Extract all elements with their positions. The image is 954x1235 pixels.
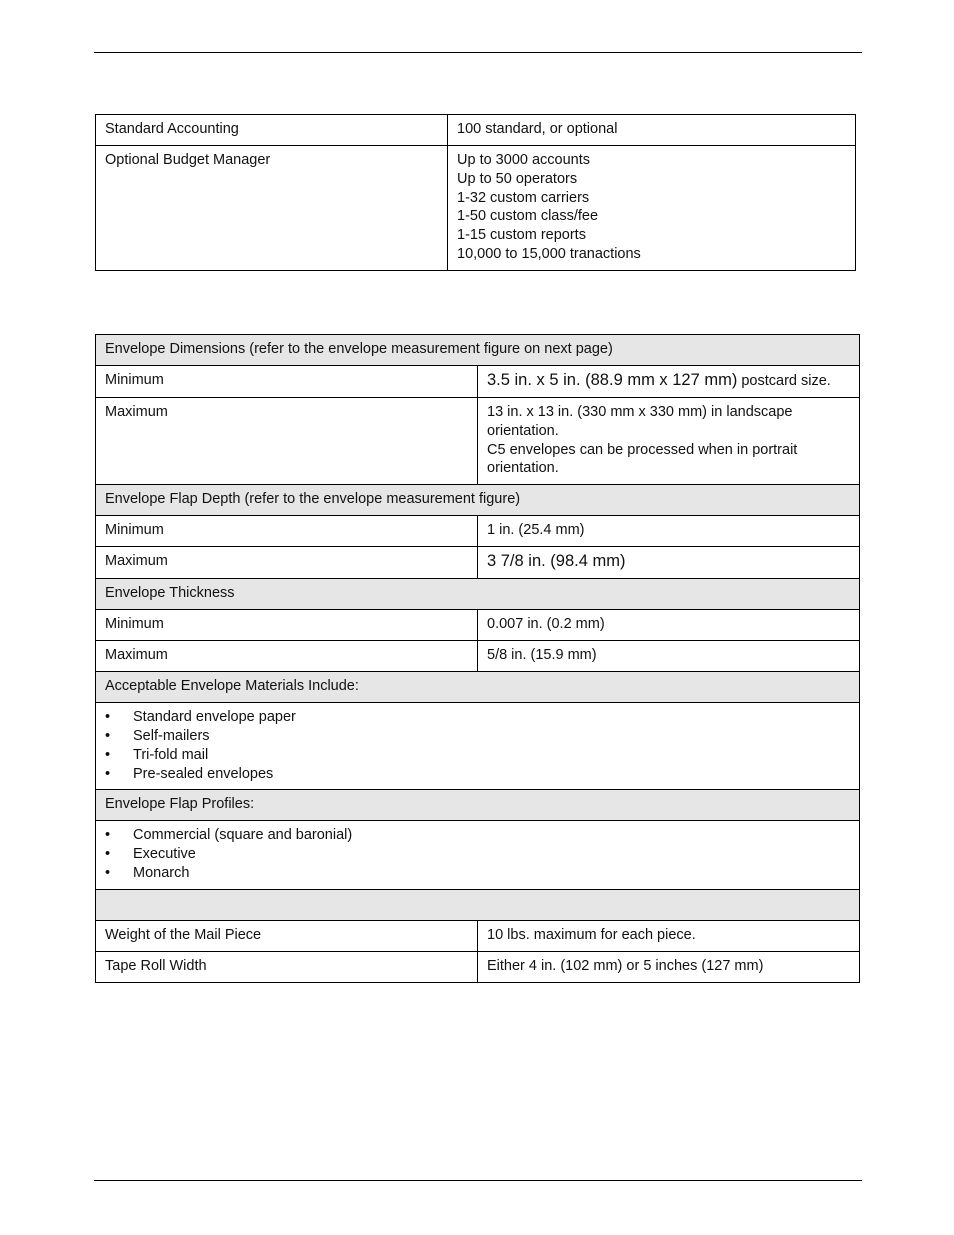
section-header-row bbox=[96, 579, 860, 610]
header-rule bbox=[94, 52, 862, 53]
row-value: 10 lbs. maximum for each piece. bbox=[478, 920, 860, 951]
row-value: 5/8 in. (15.9 mm) bbox=[478, 641, 860, 672]
list-item-text: Standard envelope paper bbox=[133, 709, 296, 726]
bullet-icon: • bbox=[105, 709, 111, 726]
bullet-icon: • bbox=[105, 765, 111, 782]
list-item bbox=[105, 727, 850, 746]
row-label: Maximum bbox=[96, 641, 478, 672]
table-row bbox=[96, 703, 860, 790]
row-value: 100 standard, or optional bbox=[448, 115, 856, 146]
value-main: 3 7/8 in. (98.4 mm) bbox=[487, 552, 626, 571]
list-item-text: Pre-sealed envelopes bbox=[133, 765, 274, 782]
row-value: 1 in. (25.4 mm) bbox=[478, 516, 860, 547]
row-value bbox=[448, 146, 856, 271]
row-label: Maximum bbox=[96, 547, 478, 579]
list-item-text: Tri-fold mail bbox=[133, 746, 209, 763]
value-line: Up to 3000 accounts bbox=[457, 152, 591, 168]
materials-list bbox=[105, 708, 850, 783]
section-header-row bbox=[96, 485, 860, 516]
table-row bbox=[96, 398, 860, 485]
row-label: Maximum bbox=[96, 398, 478, 485]
section-header-row bbox=[96, 335, 860, 366]
table-row bbox=[96, 115, 856, 146]
flap-profiles-list bbox=[105, 826, 850, 882]
list-item-text: Self-mailers bbox=[133, 727, 210, 744]
table-row bbox=[96, 146, 856, 271]
table-row bbox=[96, 951, 860, 982]
bullet-icon: • bbox=[105, 727, 111, 744]
value-line: 13 in. x 13 in. (330 mm x 330 mm) in landscape orientation. bbox=[487, 404, 793, 439]
row-label: Weight of the Mail Piece bbox=[96, 920, 478, 951]
value-line: 1-32 custom carriers bbox=[457, 189, 590, 206]
bullet-icon: • bbox=[105, 827, 111, 844]
value-suffix: postcard size. bbox=[737, 373, 831, 389]
table-row bbox=[96, 610, 860, 641]
row-value bbox=[478, 366, 860, 398]
section-header: Envelope Thickness bbox=[96, 579, 860, 610]
value-line: 1-50 custom class/fee bbox=[457, 208, 599, 225]
row-label: Standard Accounting bbox=[96, 115, 448, 146]
list-item bbox=[105, 826, 850, 845]
table-row bbox=[96, 920, 860, 951]
bullet-icon: • bbox=[105, 864, 111, 881]
table-row bbox=[96, 516, 860, 547]
table-row bbox=[96, 547, 860, 579]
table-row bbox=[96, 641, 860, 672]
accounting-table bbox=[95, 114, 856, 271]
section-header-row bbox=[96, 790, 860, 821]
envelope-specs-table bbox=[95, 334, 860, 983]
materials-list-cell bbox=[96, 703, 860, 790]
row-value: Either 4 in. (102 mm) or 5 inches (127 mm) bbox=[478, 951, 860, 982]
list-item bbox=[105, 765, 850, 784]
list-item bbox=[105, 708, 850, 727]
flap-profiles-list-cell bbox=[96, 821, 860, 889]
list-item bbox=[105, 864, 850, 883]
value-line: Up to 50 operators bbox=[457, 170, 578, 187]
value-main: 3.5 in. x 5 in. (88.9 mm x 127 mm) bbox=[487, 371, 738, 389]
section-header: Envelope Flap Depth (refer to the envelope measurement figure) bbox=[96, 485, 860, 516]
value-line: C5 envelopes can be processed when in portrait orientation. bbox=[487, 441, 798, 477]
section-header-row bbox=[96, 672, 860, 703]
list-item bbox=[105, 845, 850, 864]
bullet-icon: • bbox=[105, 746, 111, 763]
table-row bbox=[96, 821, 860, 889]
list-item-text: Executive bbox=[133, 846, 196, 863]
section-header: Acceptable Envelope Materials Include: bbox=[96, 672, 860, 703]
row-value bbox=[478, 547, 860, 579]
value-line: 10,000 to 15,000 tranactions bbox=[457, 245, 641, 262]
row-label: Minimum bbox=[96, 516, 478, 547]
list-item-text: Commercial (square and baronial) bbox=[133, 827, 353, 844]
list-item bbox=[105, 746, 850, 765]
bullet-icon: • bbox=[105, 846, 111, 863]
list-item-text: Monarch bbox=[133, 864, 190, 881]
row-value bbox=[478, 398, 860, 485]
row-value: 0.007 in. (0.2 mm) bbox=[478, 610, 860, 641]
row-label: Optional Budget Manager bbox=[96, 146, 448, 271]
table-row bbox=[96, 366, 860, 398]
footer-rule bbox=[94, 1180, 862, 1181]
section-header: Envelope Dimensions (refer to the envelope measurement figure on next page) bbox=[96, 335, 860, 366]
row-label: Minimum bbox=[96, 366, 478, 398]
row-label: Minimum bbox=[96, 610, 478, 641]
row-label: Tape Roll Width bbox=[96, 951, 478, 982]
empty-section-header bbox=[96, 889, 860, 920]
section-header-row bbox=[96, 889, 860, 920]
section-header: Envelope Flap Profiles: bbox=[96, 790, 860, 821]
value-line: 1-15 custom reports bbox=[457, 227, 586, 244]
